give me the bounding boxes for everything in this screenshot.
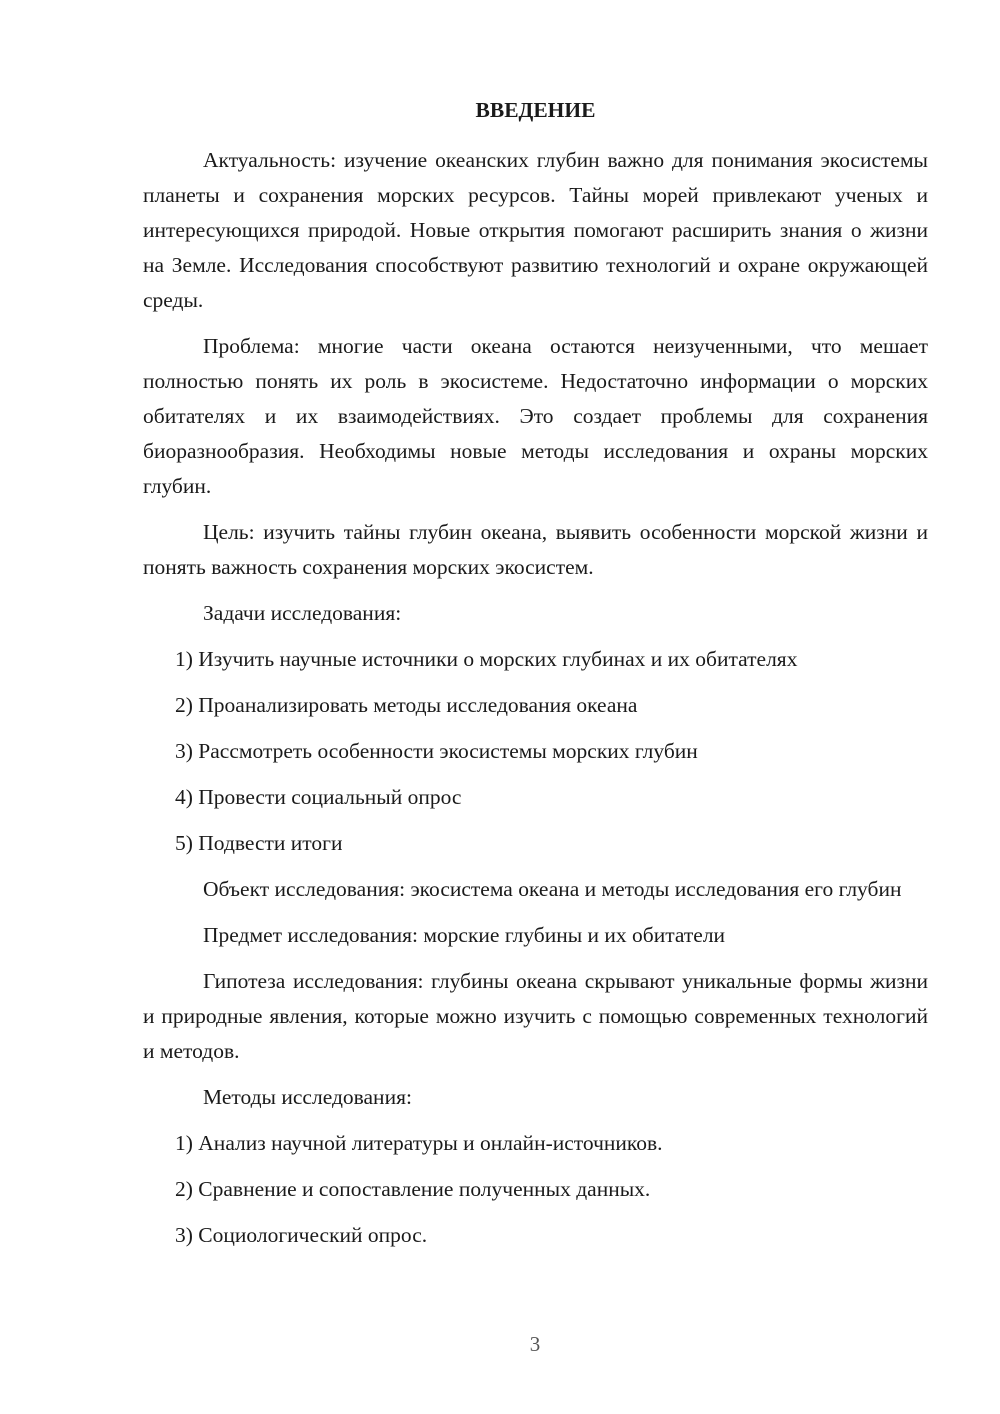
object-paragraph: Объект исследования: экосистема океана и методы исследования его глубин [203, 877, 902, 901]
subject-paragraph: Предмет исследования: морские глубины и их обитатели [203, 923, 726, 947]
goal-paragraph: Цель: изучить тайны глубин океана, выявить особенности морской жизни и понять важность сохранения морских экосистем. [143, 520, 928, 579]
tasks-list [143, 642, 928, 861]
relevance-paragraph: Актуальность: изучение океанских глубин важно для понимания экосистемы планеты и сохранения морских ресурсов. Тайны морей привлекают ученых и интересующихся природой. Новые открытия помогают расширить знания о жизни на Земле. Исследования способствуют развитию технологий и охране окружающей среды. [143, 148, 928, 312]
list-item: 3) Социологический опрос. [175, 1223, 428, 1247]
problem-paragraph: Проблема: многие части океана остаются неизученными, что мешает полностью понять их роль в экосистеме. Недостаточно информации о морских обитателях и их взаимодействиях. Это создает проблемы для сохранения биоразнообразия. Необходимы новые методы исследования и охраны морских глубин. [143, 334, 928, 498]
list-item: 4) Провести социальный опрос [175, 785, 462, 809]
list-item: 3) Рассмотреть особенности экосистемы морских глубин [175, 739, 698, 763]
methods-heading: Методы исследования: [203, 1085, 412, 1109]
page-title: ВВЕДЕНИЕ [475, 98, 596, 122]
hypothesis-paragraph: Гипотеза исследования: глубины океана скрывают уникальные формы жизни и природные явления, которые можно изучить с помощью современных технологий и методов. [143, 969, 928, 1063]
document-page [143, 95, 928, 1264]
list-item: 2) Сравнение и сопоставление полученных данных. [175, 1177, 651, 1201]
list-item: 2) Проанализировать методы исследования океана [175, 693, 638, 717]
list-item: 5) Подвести итоги [175, 831, 343, 855]
page-number: 3 [529, 1332, 541, 1356]
methods-list [143, 1126, 928, 1253]
list-item: 1) Анализ научной литературы и онлайн-источников. [175, 1131, 663, 1155]
tasks-heading: Задачи исследования: [203, 601, 402, 625]
list-item: 1) Изучить научные источники о морских глубинах и их обитателях [175, 647, 798, 671]
